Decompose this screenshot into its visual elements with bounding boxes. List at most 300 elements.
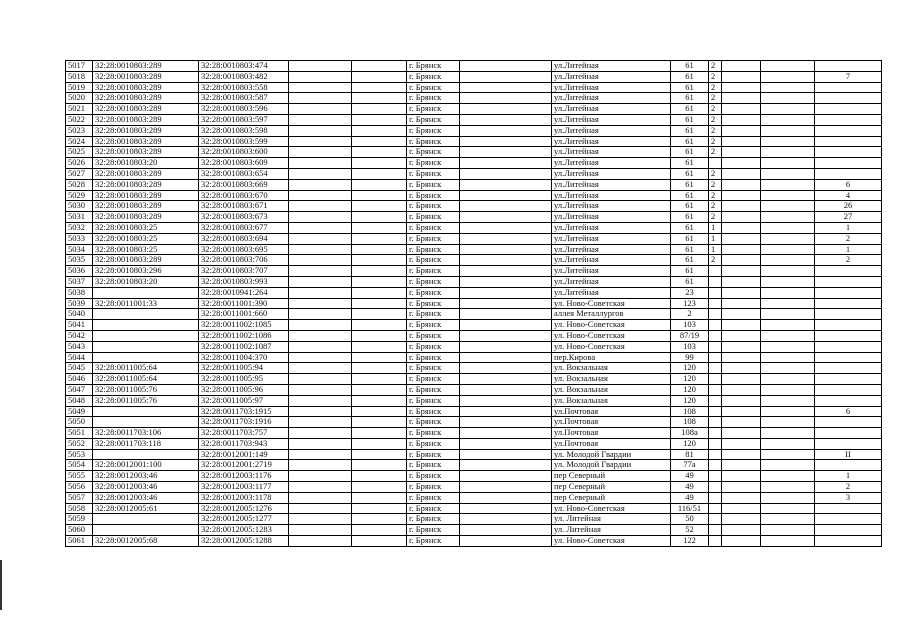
- table-row: [66, 190, 882, 201]
- street-cell: ул.Литейная: [552, 179, 671, 190]
- flag-cell: [709, 395, 722, 406]
- house-number-cell: 122: [671, 536, 709, 547]
- object-cadastral-cell: 32:28:0010803:482: [199, 71, 289, 82]
- flag-cell: [709, 374, 722, 385]
- city-cell: г. Брянск: [407, 266, 460, 277]
- flag-cell: 1: [709, 222, 722, 233]
- apartment-cell: 1: [815, 471, 882, 482]
- empty-cell: [352, 363, 407, 374]
- house-number-cell: 61: [671, 255, 709, 266]
- row-number-cell: 5020: [66, 93, 93, 104]
- parcel-cadastral-cell: 32:28:0012005:61: [93, 503, 199, 514]
- row-number-cell: 5059: [66, 514, 93, 525]
- empty-cell: [761, 179, 815, 190]
- parcel-cadastral-cell: [93, 287, 199, 298]
- row-number-cell: 5058: [66, 503, 93, 514]
- parcel-cadastral-cell: [93, 406, 199, 417]
- empty-cell: [352, 233, 407, 244]
- city-cell: г. Брянск: [407, 244, 460, 255]
- empty-cell: [761, 406, 815, 417]
- street-cell: ул.Литейная: [552, 201, 671, 212]
- row-number-cell: 5052: [66, 438, 93, 449]
- empty-cell: [460, 287, 552, 298]
- empty-cell: [761, 320, 815, 331]
- parcel-cadastral-cell: 32:28:0011703:118: [93, 438, 199, 449]
- house-number-cell: 61: [671, 222, 709, 233]
- city-cell: г. Брянск: [407, 330, 460, 341]
- parcel-cadastral-cell: 32:28:0012003:46: [93, 492, 199, 503]
- parcel-cadastral-cell: 32:28:0010803:289: [93, 125, 199, 136]
- empty-cell: [460, 104, 552, 115]
- house-number-cell: 61: [671, 61, 709, 72]
- flag-cell: [709, 330, 722, 341]
- empty-cell: [460, 374, 552, 385]
- object-cadastral-cell: 32:28:0010803:670: [199, 190, 289, 201]
- empty-cell: [761, 114, 815, 125]
- empty-cell: [352, 309, 407, 320]
- object-cadastral-cell: 32:28:0011703:1915: [199, 406, 289, 417]
- house-number-cell: 61: [671, 114, 709, 125]
- empty-cell: [352, 384, 407, 395]
- street-cell: ул. Ново-Советская: [552, 536, 671, 547]
- empty-cell: [722, 395, 761, 406]
- empty-cell: [761, 168, 815, 179]
- empty-cell: [722, 136, 761, 147]
- street-cell: ул.Литейная: [552, 71, 671, 82]
- row-number-cell: 5045: [66, 363, 93, 374]
- empty-cell: [352, 190, 407, 201]
- empty-cell: [460, 212, 552, 223]
- empty-cell: [289, 395, 352, 406]
- apartment-cell: 7: [815, 71, 882, 82]
- empty-cell: [722, 71, 761, 82]
- page-edge-mark: [0, 560, 2, 610]
- city-cell: г. Брянск: [407, 233, 460, 244]
- parcel-cadastral-cell: 32:28:0010803:289: [93, 104, 199, 115]
- street-cell: ул.Литейная: [552, 93, 671, 104]
- street-cell: ул. Литейная: [552, 525, 671, 536]
- apartment-cell: II: [815, 449, 882, 460]
- empty-cell: [460, 536, 552, 547]
- street-cell: ул. Вокзальная: [552, 374, 671, 385]
- street-cell: ул.Литейная: [552, 287, 671, 298]
- empty-cell: [352, 449, 407, 460]
- city-cell: г. Брянск: [407, 179, 460, 190]
- house-number-cell: 61: [671, 190, 709, 201]
- empty-cell: [761, 244, 815, 255]
- empty-cell: [761, 71, 815, 82]
- object-cadastral-cell: 32:28:0010803:474: [199, 61, 289, 72]
- flag-cell: [709, 460, 722, 471]
- street-cell: пер Северный: [552, 492, 671, 503]
- row-number-cell: 5050: [66, 417, 93, 428]
- city-cell: г. Брянск: [407, 298, 460, 309]
- empty-cell: [352, 114, 407, 125]
- flag-cell: [709, 438, 722, 449]
- empty-cell: [722, 158, 761, 169]
- empty-cell: [352, 255, 407, 266]
- row-number-cell: 5022: [66, 114, 93, 125]
- object-cadastral-cell: 32:28:0010803:597: [199, 114, 289, 125]
- row-number-cell: 5035: [66, 255, 93, 266]
- empty-cell: [352, 341, 407, 352]
- house-number-cell: 61: [671, 125, 709, 136]
- empty-cell: [460, 428, 552, 439]
- flag-cell: [709, 158, 722, 169]
- empty-cell: [761, 104, 815, 115]
- house-number-cell: 61: [671, 276, 709, 287]
- flag-cell: 2: [709, 255, 722, 266]
- flag-cell: [709, 482, 722, 493]
- empty-cell: [722, 438, 761, 449]
- empty-cell: [460, 330, 552, 341]
- object-cadastral-cell: 32:28:0011703:1916: [199, 417, 289, 428]
- empty-cell: [289, 136, 352, 147]
- row-number-cell: 5029: [66, 190, 93, 201]
- empty-cell: [761, 82, 815, 93]
- empty-cell: [722, 374, 761, 385]
- empty-cell: [722, 147, 761, 158]
- street-cell: пер Северный: [552, 471, 671, 482]
- flag-cell: [709, 276, 722, 287]
- row-number-cell: 5038: [66, 287, 93, 298]
- row-number-cell: 5023: [66, 125, 93, 136]
- object-cadastral-cell: 32:28:0010803:993: [199, 276, 289, 287]
- city-cell: г. Брянск: [407, 514, 460, 525]
- flag-cell: 2: [709, 136, 722, 147]
- row-number-cell: 5027: [66, 168, 93, 179]
- empty-cell: [460, 71, 552, 82]
- empty-cell: [352, 536, 407, 547]
- empty-cell: [761, 471, 815, 482]
- empty-cell: [761, 482, 815, 493]
- empty-cell: [761, 363, 815, 374]
- empty-cell: [352, 374, 407, 385]
- empty-cell: [761, 395, 815, 406]
- house-number-cell: 108: [671, 406, 709, 417]
- object-cadastral-cell: 32:28:0012005:1288: [199, 536, 289, 547]
- parcel-cadastral-cell: 32:28:0010803:289: [93, 212, 199, 223]
- flag-cell: 1: [709, 233, 722, 244]
- flag-cell: [709, 536, 722, 547]
- apartment-cell: 2: [815, 482, 882, 493]
- flag-cell: 2: [709, 179, 722, 190]
- empty-cell: [460, 406, 552, 417]
- empty-cell: [460, 255, 552, 266]
- object-cadastral-cell: 32:28:0010803:677: [199, 222, 289, 233]
- parcel-cadastral-cell: 32:28:0010803:25: [93, 233, 199, 244]
- street-cell: ул.Литейная: [552, 158, 671, 169]
- street-cell: ул.Литейная: [552, 212, 671, 223]
- empty-cell: [289, 158, 352, 169]
- empty-cell: [352, 125, 407, 136]
- empty-cell: [761, 125, 815, 136]
- parcel-cadastral-cell: 32:28:0010803:289: [93, 71, 199, 82]
- empty-cell: [460, 222, 552, 233]
- table-row: [66, 222, 882, 233]
- empty-cell: [352, 525, 407, 536]
- flag-cell: [709, 525, 722, 536]
- house-number-cell: 2: [671, 309, 709, 320]
- row-number-cell: 5019: [66, 82, 93, 93]
- apartment-cell: [815, 61, 882, 72]
- flag-cell: [709, 320, 722, 331]
- street-cell: ул. Вокзальная: [552, 395, 671, 406]
- empty-cell: [761, 330, 815, 341]
- table-row: [66, 341, 882, 352]
- house-number-cell: 99: [671, 352, 709, 363]
- empty-cell: [761, 298, 815, 309]
- empty-cell: [352, 212, 407, 223]
- street-cell: ул.Литейная: [552, 276, 671, 287]
- street-cell: ул.Почтовая: [552, 406, 671, 417]
- row-number-cell: 5018: [66, 71, 93, 82]
- empty-cell: [352, 428, 407, 439]
- table-row: [66, 114, 882, 125]
- row-number-cell: 5037: [66, 276, 93, 287]
- flag-cell: [709, 287, 722, 298]
- flag-cell: 2: [709, 125, 722, 136]
- flag-cell: 2: [709, 168, 722, 179]
- empty-cell: [289, 482, 352, 493]
- empty-cell: [289, 330, 352, 341]
- row-number-cell: 5042: [66, 330, 93, 341]
- empty-cell: [289, 525, 352, 536]
- city-cell: г. Брянск: [407, 503, 460, 514]
- empty-cell: [352, 482, 407, 493]
- house-number-cell: 61: [671, 244, 709, 255]
- empty-cell: [352, 136, 407, 147]
- empty-cell: [289, 460, 352, 471]
- empty-cell: [289, 233, 352, 244]
- empty-cell: [761, 428, 815, 439]
- parcel-cadastral-cell: 32:28:0010803:289: [93, 147, 199, 158]
- empty-cell: [289, 406, 352, 417]
- empty-cell: [761, 233, 815, 244]
- city-cell: г. Брянск: [407, 255, 460, 266]
- city-cell: г. Брянск: [407, 125, 460, 136]
- house-number-cell: 61: [671, 158, 709, 169]
- row-number-cell: 5040: [66, 309, 93, 320]
- row-number-cell: 5061: [66, 536, 93, 547]
- empty-cell: [761, 136, 815, 147]
- registry-rows: [66, 61, 882, 547]
- empty-cell: [761, 255, 815, 266]
- flag-cell: 2: [709, 71, 722, 82]
- empty-cell: [289, 352, 352, 363]
- object-cadastral-cell: 32:28:0010803:706: [199, 255, 289, 266]
- table-row: [66, 136, 882, 147]
- apartment-cell: [815, 417, 882, 428]
- object-cadastral-cell: 32:28:0011001:390: [199, 298, 289, 309]
- object-cadastral-cell: 32:28:0012005:1283: [199, 525, 289, 536]
- empty-cell: [289, 341, 352, 352]
- street-cell: ул. Литейная: [552, 514, 671, 525]
- empty-cell: [460, 395, 552, 406]
- table-row: [66, 417, 882, 428]
- table-row: [66, 471, 882, 482]
- house-number-cell: 61: [671, 104, 709, 115]
- empty-cell: [352, 158, 407, 169]
- table-row: [66, 460, 882, 471]
- apartment-cell: [815, 93, 882, 104]
- table-row: [66, 438, 882, 449]
- empty-cell: [722, 233, 761, 244]
- empty-cell: [289, 471, 352, 482]
- apartment-cell: 2: [815, 255, 882, 266]
- empty-cell: [289, 417, 352, 428]
- city-cell: г. Брянск: [407, 71, 460, 82]
- empty-cell: [352, 71, 407, 82]
- row-number-cell: 5034: [66, 244, 93, 255]
- empty-cell: [352, 168, 407, 179]
- empty-cell: [352, 266, 407, 277]
- empty-cell: [289, 222, 352, 233]
- empty-cell: [722, 417, 761, 428]
- flag-cell: 2: [709, 147, 722, 158]
- city-cell: г. Брянск: [407, 438, 460, 449]
- apartment-cell: 4: [815, 190, 882, 201]
- empty-cell: [722, 201, 761, 212]
- empty-cell: [722, 449, 761, 460]
- apartment-cell: [815, 525, 882, 536]
- empty-cell: [761, 276, 815, 287]
- table-row: [66, 298, 882, 309]
- row-number-cell: 5056: [66, 482, 93, 493]
- empty-cell: [352, 298, 407, 309]
- table-row: [66, 374, 882, 385]
- apartment-cell: 26: [815, 201, 882, 212]
- object-cadastral-cell: 32:28:0012003:1177: [199, 482, 289, 493]
- empty-cell: [352, 406, 407, 417]
- apartment-cell: 1: [815, 244, 882, 255]
- empty-cell: [722, 61, 761, 72]
- object-cadastral-cell: 32:28:0012003:1176: [199, 471, 289, 482]
- house-number-cell: 61: [671, 82, 709, 93]
- apartment-cell: [815, 438, 882, 449]
- row-number-cell: 5039: [66, 298, 93, 309]
- object-cadastral-cell: 32:28:0010803:598: [199, 125, 289, 136]
- empty-cell: [722, 309, 761, 320]
- table-row: [66, 276, 882, 287]
- apartment-cell: [815, 82, 882, 93]
- empty-cell: [352, 276, 407, 287]
- apartment-cell: [815, 125, 882, 136]
- street-cell: ул.Литейная: [552, 114, 671, 125]
- street-cell: ул.Литейная: [552, 244, 671, 255]
- house-number-cell: 103: [671, 320, 709, 331]
- parcel-cadastral-cell: 32:28:0010803:20: [93, 158, 199, 169]
- city-cell: г. Брянск: [407, 158, 460, 169]
- table-row: [66, 147, 882, 158]
- table-row: [66, 449, 882, 460]
- empty-cell: [722, 244, 761, 255]
- table-row: [66, 158, 882, 169]
- empty-cell: [761, 287, 815, 298]
- empty-cell: [352, 287, 407, 298]
- parcel-cadastral-cell: [93, 417, 199, 428]
- empty-cell: [722, 341, 761, 352]
- city-cell: г. Брянск: [407, 93, 460, 104]
- parcel-cadastral-cell: 32:28:0011005:76: [93, 395, 199, 406]
- row-number-cell: 5025: [66, 147, 93, 158]
- parcel-cadastral-cell: 32:28:0011005:76: [93, 384, 199, 395]
- object-cadastral-cell: 32:28:0012003:1178: [199, 492, 289, 503]
- empty-cell: [460, 179, 552, 190]
- parcel-cadastral-cell: 32:28:0010803:289: [93, 190, 199, 201]
- empty-cell: [722, 82, 761, 93]
- apartment-cell: [815, 503, 882, 514]
- street-cell: ул. Ново-Советская: [552, 330, 671, 341]
- empty-cell: [460, 492, 552, 503]
- empty-cell: [289, 212, 352, 223]
- city-cell: г. Брянск: [407, 395, 460, 406]
- flag-cell: [709, 503, 722, 514]
- empty-cell: [289, 147, 352, 158]
- street-cell: ул. Ново-Советская: [552, 320, 671, 331]
- city-cell: г. Брянск: [407, 309, 460, 320]
- parcel-cadastral-cell: 32:28:0012005:68: [93, 536, 199, 547]
- empty-cell: [460, 125, 552, 136]
- house-number-cell: 120: [671, 438, 709, 449]
- empty-cell: [761, 309, 815, 320]
- apartment-cell: [815, 536, 882, 547]
- empty-cell: [460, 471, 552, 482]
- street-cell: ул.Литейная: [552, 233, 671, 244]
- house-number-cell: 61: [671, 147, 709, 158]
- table-row: [66, 384, 882, 395]
- table-row: [66, 201, 882, 212]
- parcel-cadastral-cell: [93, 341, 199, 352]
- empty-cell: [761, 514, 815, 525]
- empty-cell: [460, 298, 552, 309]
- street-cell: ул.Литейная: [552, 136, 671, 147]
- object-cadastral-cell: 32:28:0010803:694: [199, 233, 289, 244]
- empty-cell: [761, 492, 815, 503]
- empty-cell: [722, 114, 761, 125]
- parcel-cadastral-cell: 32:28:0012003:46: [93, 482, 199, 493]
- table-row: [66, 93, 882, 104]
- apartment-cell: [815, 147, 882, 158]
- city-cell: г. Брянск: [407, 82, 460, 93]
- empty-cell: [352, 352, 407, 363]
- house-number-cell: 23: [671, 287, 709, 298]
- city-cell: г. Брянск: [407, 222, 460, 233]
- empty-cell: [722, 363, 761, 374]
- table-row: [66, 536, 882, 547]
- parcel-cadastral-cell: 32:28:0010803:20: [93, 276, 199, 287]
- object-cadastral-cell: 32:28:0012005:1276: [199, 503, 289, 514]
- empty-cell: [460, 82, 552, 93]
- parcel-cadastral-cell: 32:28:0011703:106: [93, 428, 199, 439]
- empty-cell: [761, 417, 815, 428]
- object-cadastral-cell: 32:28:0011001:660: [199, 309, 289, 320]
- empty-cell: [352, 93, 407, 104]
- object-cadastral-cell: 32:28:0010803:669: [199, 179, 289, 190]
- empty-cell: [761, 503, 815, 514]
- row-number-cell: 5043: [66, 341, 93, 352]
- empty-cell: [460, 525, 552, 536]
- street-cell: аллея Металлургов: [552, 309, 671, 320]
- flag-cell: [709, 417, 722, 428]
- street-cell: ул. Ново-Советская: [552, 298, 671, 309]
- apartment-cell: [815, 384, 882, 395]
- house-number-cell: 120: [671, 384, 709, 395]
- object-cadastral-cell: 32:28:0010941:264: [199, 287, 289, 298]
- row-number-cell: 5049: [66, 406, 93, 417]
- house-number-cell: 123: [671, 298, 709, 309]
- street-cell: ул.Литейная: [552, 255, 671, 266]
